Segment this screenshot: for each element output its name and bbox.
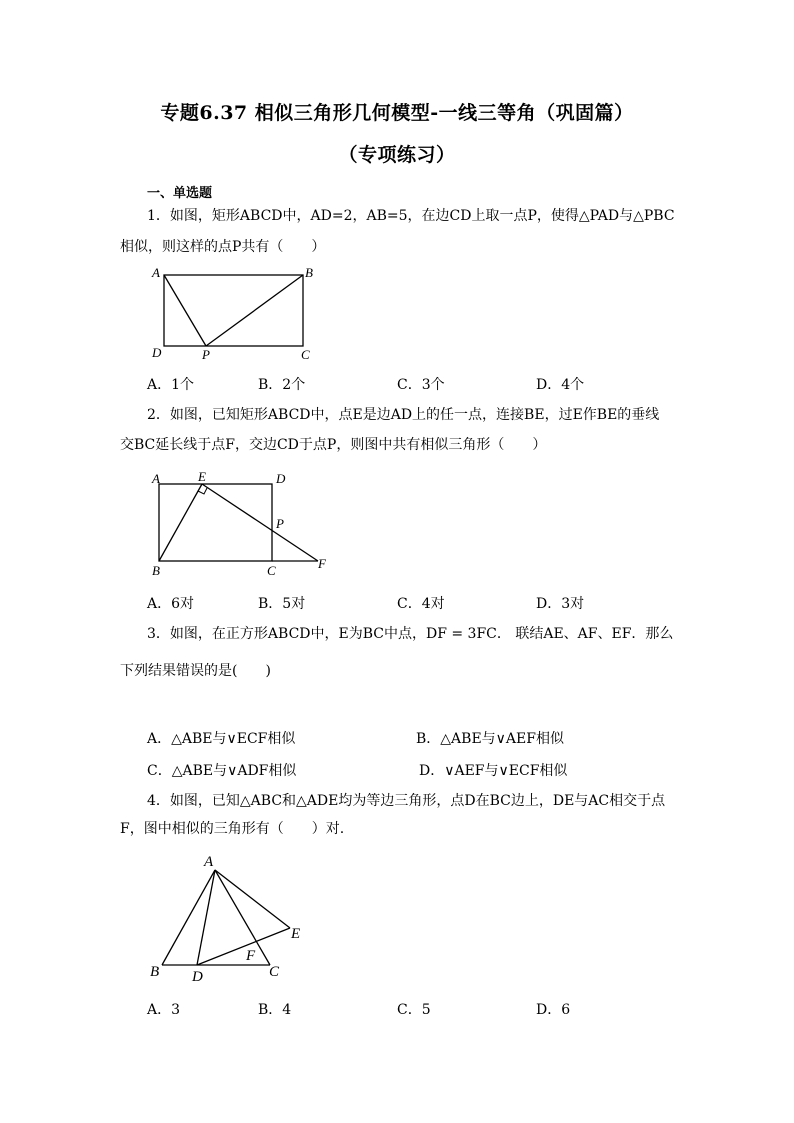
label-a: A [152, 265, 160, 280]
question-2-text: 2．如图，已知矩形ABCD中，点E是边AD上的任一点，连接BE，过E作BE的垂线 [147, 407, 660, 423]
question-1-figure [140, 262, 330, 367]
question-4-text-cont: F，图中相似的三角形有（ ）对. [120, 821, 345, 837]
question-1-text-cont: 相似，则这样的点P共有（ ） [120, 239, 326, 255]
label-c: C [301, 347, 310, 362]
question-4-text: 4．如图，已知△ABC和△ADE均为等边三角形，点D在BC边上，DE与AC相交于点 [147, 793, 666, 809]
question-2-text-cont: 交BC延长线于点F，交边CD于点P，则图中共有相似三角形（ ） [120, 437, 547, 453]
label-e: E [291, 926, 301, 942]
rectangle-abcd [159, 484, 272, 561]
segment-de [197, 928, 290, 965]
question-1-option-d: D．4个 [536, 377, 585, 393]
question-2-option-a: A．6对 [147, 596, 195, 612]
label-c: C [269, 964, 280, 980]
segment-ad [197, 870, 215, 965]
segment-be [159, 484, 202, 561]
label-a: A [204, 854, 214, 870]
label-c: C [267, 563, 276, 578]
question-3-text: 3．如图，在正方形ABCD中，E为BC中点，DF = 3FC． 联结AE、AF、EF．那么 [147, 626, 674, 642]
label-p: P [202, 347, 210, 362]
question-4-option-a: A．3 [147, 1002, 181, 1018]
segment-ae [215, 870, 290, 928]
label-f: F [246, 948, 256, 964]
label-b: B [152, 563, 160, 578]
section-heading: 一、单选题 [147, 186, 213, 201]
label-p: P [276, 516, 284, 531]
question-2-option-b: B．5对 [258, 596, 306, 612]
question-2-option-c: C．4对 [397, 596, 445, 612]
page-title: 专题6.37 相似三角形几何模型-一线三等角（巩固篇） [160, 102, 634, 124]
question-1-text: 1．如图，矩形ABCD中，AD=2，AB=5，在边CD上取一点P，使得△PAD与△PBC [147, 208, 675, 224]
question-1-option-a: A．1个 [147, 377, 195, 393]
question-1-option-b: B．2个 [258, 377, 306, 393]
page-subtitle: （专项练习） [338, 144, 456, 166]
segment-ap [164, 275, 206, 346]
label-e: E [198, 469, 206, 484]
segment-bp [206, 275, 303, 346]
question-2-option-d: D．3对 [536, 596, 585, 612]
label-d: D [192, 969, 203, 985]
question-4-option-d: D．6 [536, 1002, 571, 1018]
question-3-option-b: B．△ABE与∨AEF相似 [416, 731, 564, 747]
label-d: D [152, 345, 162, 360]
question-4-option-b: B．4 [258, 1002, 292, 1018]
question-4-figure [140, 850, 320, 985]
label-d: D [276, 471, 286, 486]
question-3-option-c: C．△ABE与∨ADF相似 [147, 763, 297, 779]
label-b: B [305, 265, 313, 280]
label-b: B [150, 964, 160, 980]
segment-ef [202, 484, 318, 561]
question-1-option-c: C．3个 [397, 377, 445, 393]
question-4-option-c: C．5 [397, 1002, 431, 1018]
question-3-option-d: D．∨AEF与∨ECF相似 [419, 763, 568, 779]
segment-ab [162, 870, 215, 965]
question-2-figure [140, 466, 340, 581]
question-3-option-a: A．△ABE与∨ECF相似 [147, 731, 296, 747]
label-f: F [318, 556, 326, 571]
segment-ac [215, 870, 270, 965]
question-3-text-cont: 下列结果错误的是( ) [120, 663, 271, 679]
label-a: A [152, 471, 160, 486]
